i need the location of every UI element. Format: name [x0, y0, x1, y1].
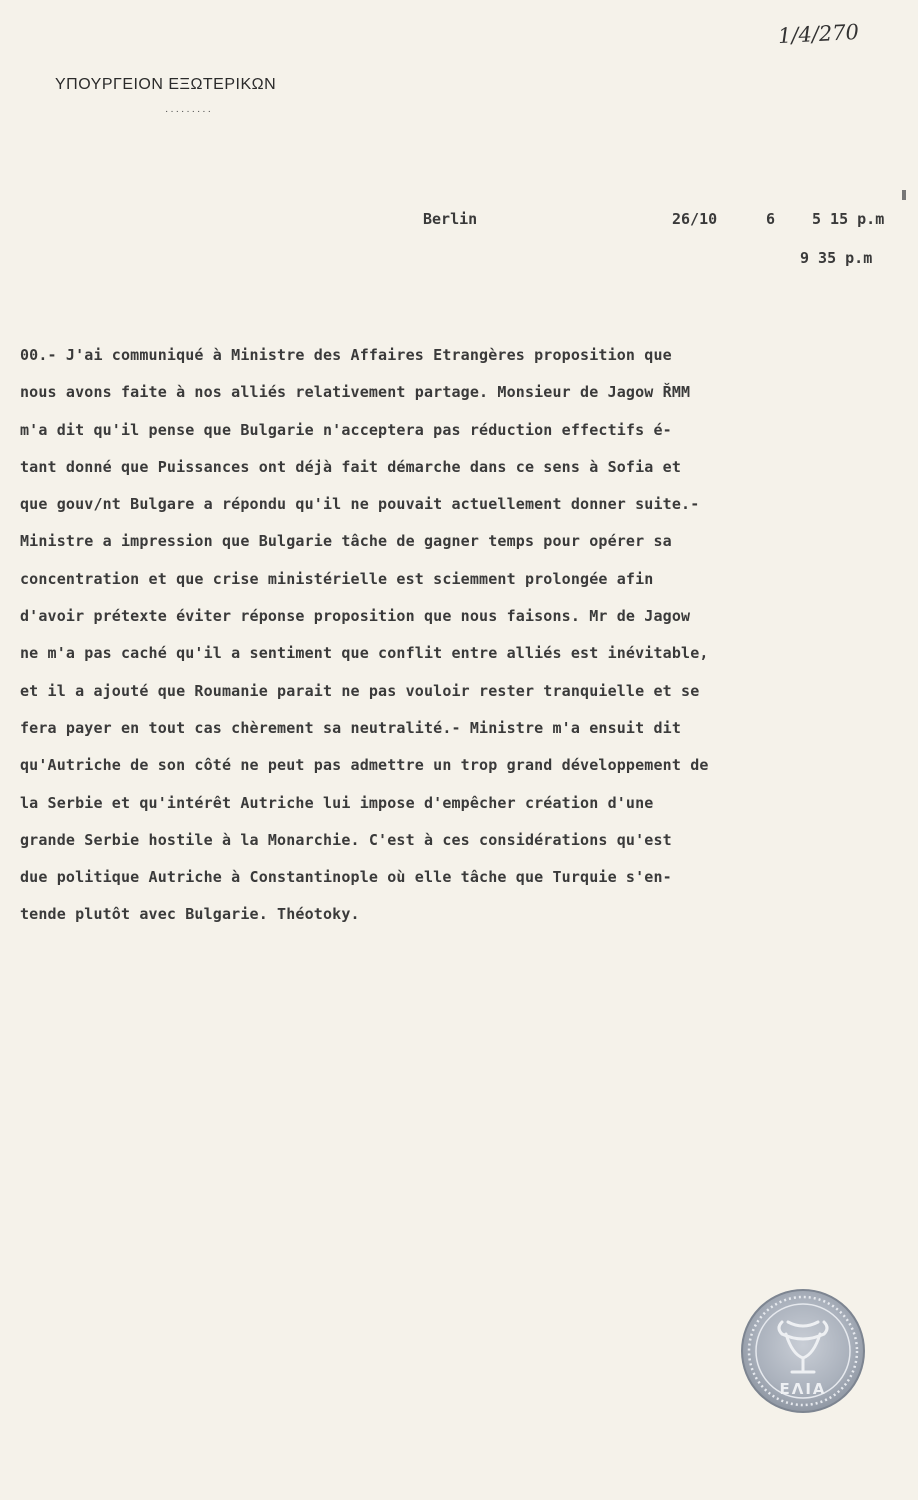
- telegram-body: [20, 337, 910, 934]
- dispatch-place: Berlin: [423, 210, 478, 228]
- body-line: m'a dit qu'il pense que Bulgarie n'acceptera pas réduction effectifs é-: [20, 420, 672, 439]
- edge-mark: [902, 190, 906, 200]
- body-line: la Serbie et qu'intérêt Autriche lui impose d'empêcher création d'une: [20, 793, 654, 812]
- letterhead-ministry: ΥΠΟΥΡΓΕΙΟΝ ΕΞΩΤΕΡΙΚΩΝ: [55, 76, 277, 93]
- body-line: et il a ajouté que Roumanie parait ne pas vouloir rester tranquielle et se: [20, 681, 700, 700]
- archive-reference-number: 1/4/270: [777, 19, 860, 49]
- letterhead-underline-dots: ·········: [165, 106, 213, 117]
- body-line: 00.- J'ai communiqué à Ministre des Affaires Etrangères proposition que: [20, 346, 672, 364]
- body-line: qu'Autriche de son côté ne peut pas admettre un trop grand développement de: [20, 756, 709, 775]
- body-line: Ministre a impression que Bulgarie tâche de gagner temps pour opérer sa: [20, 532, 672, 551]
- body-line: d'avoir prétexte éviter réponse proposition que nous faisons. Mr de Jagow: [20, 607, 691, 626]
- seal-label: ΕΛΙΑ: [779, 1380, 827, 1398]
- body-line: ne m'a pas caché qu'il a sentiment que conflit entre alliés est inévitable,: [20, 644, 709, 663]
- dispatch-time-received: 9 35 p.m: [800, 249, 873, 267]
- body-line: tende plutôt avec Bulgarie. Théotoky.: [20, 905, 360, 924]
- body-line: grande Serbie hostile à la Monarchie. C'est à ces considérations qu'est: [20, 830, 672, 849]
- body-line: nous avons faite à nos alliés relativement partage. Monsieur de Jagow ŘMM: [20, 383, 691, 402]
- body-line: concentration et que crise ministérielle est sciemment prolongée afin: [20, 569, 654, 588]
- dispatch-day-number: 6: [766, 210, 776, 228]
- body-line: fera payer en tout cas chèrement sa neutralité.- Ministre m'a ensuit dit: [20, 718, 682, 737]
- dispatch-time-sent: 5 15 p.m: [812, 210, 885, 228]
- body-line: due politique Autriche à Constantinople où elle tâche que Turquie s'en-: [20, 868, 672, 887]
- body-line: tant donné que Puissances ont déjà fait démarche dans ce sens à Sofia et: [20, 457, 682, 476]
- dispatch-date: 26/10: [672, 210, 718, 228]
- archive-seal-stamp: [740, 1288, 866, 1414]
- body-line: que gouv/nt Bulgare a répondu qu'il ne pouvait actuellement donner suite.-: [20, 495, 700, 514]
